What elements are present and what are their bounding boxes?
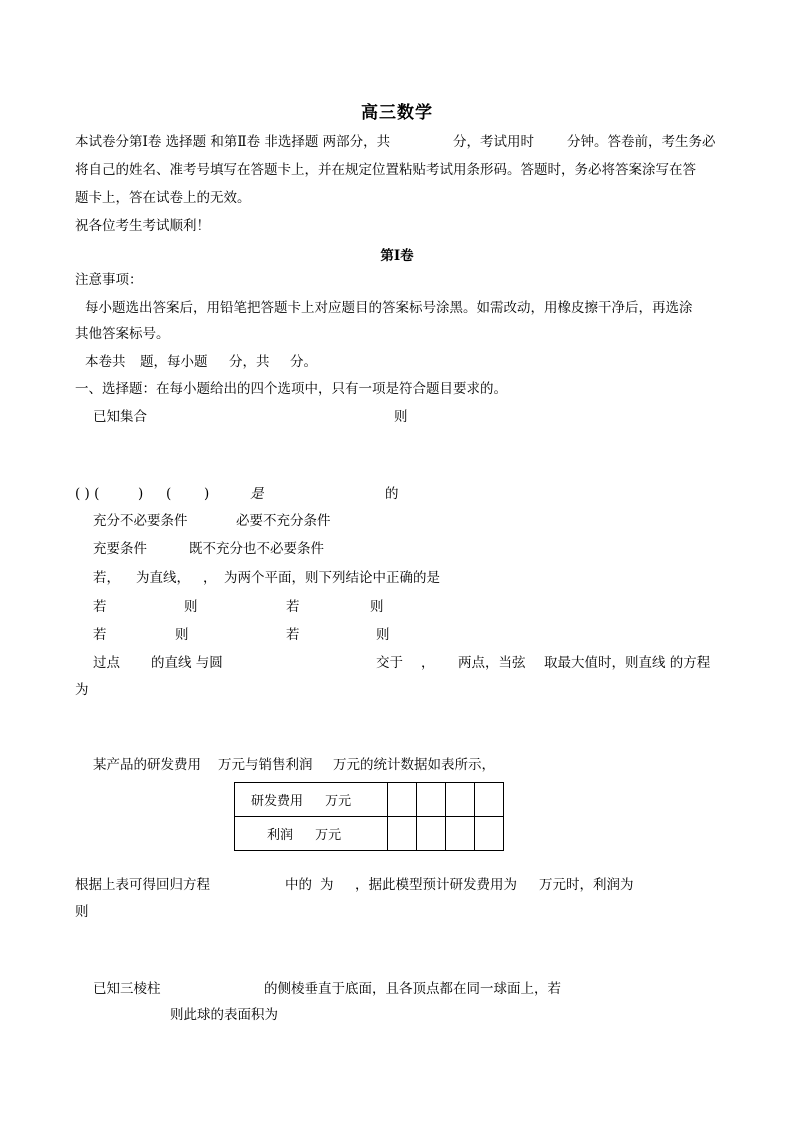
q3-option-d-then: 则 xyxy=(376,627,390,643)
intro-line1: 本试卷分第Ⅰ卷 选择题 和第Ⅱ卷 非选择题 两部分，共 xyxy=(75,134,391,150)
q2-option-b: 必要不充分条件 xyxy=(236,513,331,529)
notice-line1: 每小题选出答案后，用铅笔把答题卡上对应题目的答案标号涂黑。如需改动，用橡皮擦干净后，再选涂 xyxy=(85,300,693,316)
q5-stem-a: 某产品的研发费用 xyxy=(93,757,201,773)
row-label-profit: 利润 xyxy=(267,828,294,843)
notice-line3-b: 题，每小题 xyxy=(140,354,208,370)
intro-line2: 将自己的姓名、准考号填写在答题卡上，并在规定位置粘贴考试用条形码。答题时，务必将答案涂写在答 xyxy=(75,162,696,178)
page-title: 高三数学 xyxy=(361,103,433,123)
q4-stem-g: 为 xyxy=(75,682,89,698)
table-cell xyxy=(446,817,475,851)
q1-stem: 已知集合 xyxy=(93,409,147,425)
notice-line3-d: 分。 xyxy=(290,354,317,370)
q5-stem-c: 万元的统计数据如表所示， xyxy=(333,757,495,773)
notice-line3-c: 分，共 xyxy=(229,354,270,370)
q2-paren-3: ( xyxy=(166,486,172,502)
q5-after-e: 万元时，利润为 xyxy=(539,877,634,893)
table-row xyxy=(235,783,504,817)
table-cell xyxy=(388,783,417,817)
q3-option-c-if: 若 xyxy=(93,627,107,643)
intro-line1-end: 分钟。答卷前，考生务必 xyxy=(567,134,716,150)
q5-after-b: 中的 xyxy=(285,877,312,893)
q1-then: 则 xyxy=(394,409,408,425)
q5-after-c: 为 xyxy=(320,877,334,893)
table-cell xyxy=(388,817,417,851)
q3-stem-a: 若， xyxy=(93,570,120,586)
table-cell xyxy=(417,817,446,851)
q3-option-d-if: 若 xyxy=(286,627,300,643)
notice-line3-a: 本卷共 xyxy=(85,354,126,370)
q4-stem-d: ， xyxy=(421,655,435,671)
table-cell xyxy=(417,783,446,817)
q4-stem-e: 两点，当弦 xyxy=(458,655,526,671)
q2-is: 是 xyxy=(250,486,264,502)
intro-line1-mid: 分，考试用时 xyxy=(453,134,534,150)
q4-stem-b: 的直线 与圆 xyxy=(151,655,223,671)
q5-after-f: 则 xyxy=(75,904,89,920)
q2-of: 的 xyxy=(385,486,399,502)
q6-stem-a: 已知三棱柱 xyxy=(93,981,161,997)
notice-heading: 注意事项： xyxy=(75,272,143,288)
q5-stem-b: 万元与销售利润 xyxy=(218,757,313,773)
q5-after-a: 根据上表可得回归方程 xyxy=(75,877,210,893)
notice-line2: 其他答案标号。 xyxy=(75,326,170,342)
table-row xyxy=(235,817,504,851)
q3-option-c-then: 则 xyxy=(175,627,189,643)
q3-stem-d: 为两个平面，则下列结论中正确的是 xyxy=(224,570,440,586)
q2-paren-1: ( ) ( xyxy=(75,486,100,502)
table-row-label xyxy=(235,817,388,851)
row-unit-profit: 万元 xyxy=(315,828,342,843)
q5-data-table xyxy=(234,782,504,851)
q3-option-a-if: 若 xyxy=(93,599,107,615)
q2-option-d: 既不充分也不必要条件 xyxy=(189,541,324,557)
q2-option-a: 充分不必要条件 xyxy=(93,513,188,529)
q2-option-c: 充要条件 xyxy=(93,541,147,557)
q3-option-b-then: 则 xyxy=(370,599,384,615)
q2-paren-2: ) xyxy=(138,486,144,502)
q3-option-a-then: 则 xyxy=(184,599,198,615)
q5-after-d: ，据此模型预计研发费用为 xyxy=(355,877,517,893)
q4-stem-c: 交于 xyxy=(376,655,403,671)
intro-line3: 题卡上，答在试卷上的无效。 xyxy=(75,190,251,206)
q3-stem-c: ， xyxy=(203,570,217,586)
table-cell xyxy=(446,783,475,817)
table-cell xyxy=(475,783,504,817)
q6-stem-c: 则此球的表面积为 xyxy=(170,1007,278,1023)
table-row-label xyxy=(235,783,388,817)
section-heading: 一、选择题：在每小题给出的四个选项中，只有一项是符合题目要求的。 xyxy=(75,381,507,397)
volume-heading: 第Ⅰ卷 xyxy=(380,248,414,264)
q3-option-b-if: 若 xyxy=(286,599,300,615)
row-label-rd: 研发费用 xyxy=(251,794,304,809)
q4-stem-a: 过点 xyxy=(93,655,120,671)
row-unit-rd: 万元 xyxy=(325,794,352,809)
q3-stem-b: 为直线， xyxy=(136,570,190,586)
table-cell xyxy=(475,817,504,851)
q6-stem-b: 的侧棱垂直于底面，且各顶点都在同一球面上，若 xyxy=(264,981,561,997)
q2-paren-4: ) xyxy=(204,486,210,502)
intro-wish: 祝各位考生考试顺利！ xyxy=(75,218,210,234)
q4-stem-f: 取最大值时，则直线 的方程 xyxy=(544,655,711,671)
